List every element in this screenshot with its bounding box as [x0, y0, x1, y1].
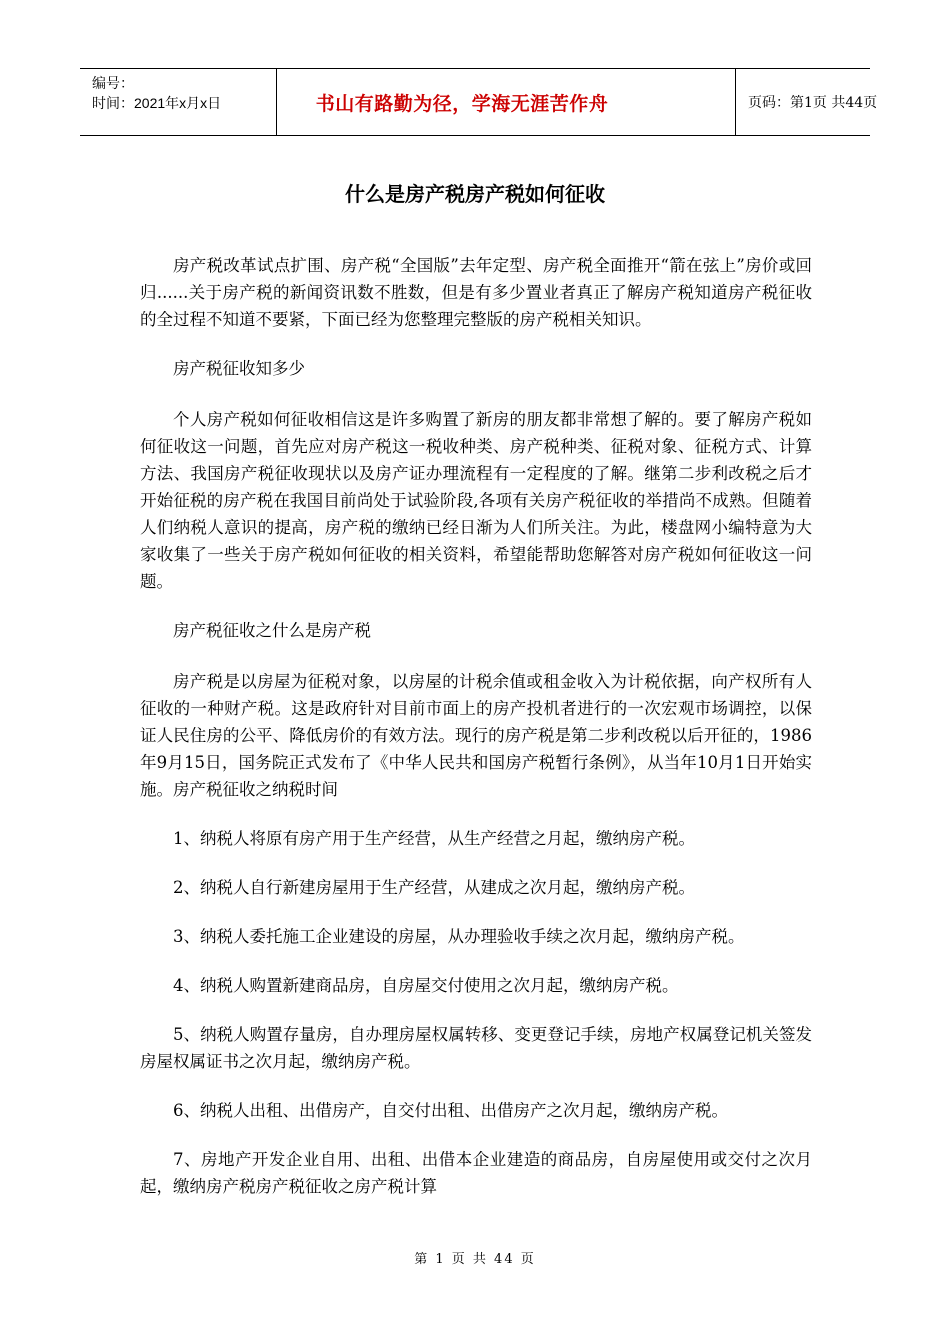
document-body: [140, 252, 812, 1222]
section-heading: 房产税征收知多少: [173, 359, 305, 378]
header-number: 编号：: [92, 75, 134, 91]
body-paragraph: 房产税是以房屋为征税对象，以房屋的计税余值或租金收入为计税依据，向产权所有人征收的一种财产税。这是政府针对目前市面上的房产投机者进行的一次宏观市场调控，以保证人民住房的公平、降低房价的有效方法。现行的房产税是第二步利改税以后开征的，1986年9月15日，国务院正式发布了《中华人民共和国房产税暂行条例》，从当年10月1日开始实施。房产税征收之纳税时间: [140, 672, 812, 799]
page-footer: 第 1 页 共 44 页: [414, 1252, 536, 1267]
section-heading: 房产税征收之什么是房产税: [173, 621, 371, 640]
header-motto: 书山有路勤为径，学海无涯苦作舟: [315, 92, 609, 115]
list-item: 6、纳税人出租、出借房产，自交付出租、出借房产之次月起，缴纳房产税。: [173, 1101, 728, 1120]
list-item: 2、纳税人自行新建房屋用于生产经营，从建成之次月起，缴纳房产税。: [173, 878, 695, 897]
list-item: 3、纳税人委托施工企业建设的房屋，从办理验收手续之次月起，缴纳房产税。: [173, 927, 745, 946]
list-item: 5、纳税人购置存量房，自办理房屋权属转移、变更登记手续，房地产权属登记机关签发房屋权属证书之次月起，缴纳房产税。: [140, 1025, 812, 1071]
list-item: 7、房地产开发企业自用、出租、出借本企业建造的商品房，自房屋使用或交付之次月起，缴纳房产税房产税征收之房产税计算: [140, 1150, 812, 1196]
list-item: 1、纳税人将原有房产用于生产经营，从生产经营之月起，缴纳房产税。: [173, 829, 695, 848]
header-page-info: 页码：第1页 共44页: [748, 95, 878, 111]
header-meta: [80, 69, 276, 135]
body-paragraph: 个人房产税如何征收相信这是许多购置了新房的朋友都非常想了解的。要了解房产税如何征收这一问题，首先应对房产税这一税收种类、房产税种类、征税对象、征税方式、计算方法、我国房产税征收现状以及房产证办理流程有一定程度的了解。继第二步利改税之后才开始征税的房产税在我国目前尚处于试验阶段,各项有关房产税征收的举措尚不成熟。但随着人们纳税人意识的提高，房产税的缴纳已经日渐为人们所关注。为此，楼盘网小编特意为大家收集了一些关于房产税如何征收的相关资料，希望能帮助您解答对房产税如何征收这一问题。: [140, 410, 812, 591]
header-time: 时间：2021年x月x日: [92, 95, 222, 111]
document-title: 什么是房产税房产税如何征收: [345, 182, 605, 206]
header-motto-cell: [276, 69, 736, 135]
list-item: 4、纳税人购置新建商品房，自房屋交付使用之次月起，缴纳房产税。: [173, 976, 679, 995]
intro-paragraph: 房产税改革试点扩围、房产税“全国版”去年定型、房产税全面推开“箭在弦上”房价或回归......关于房产税的新闻资讯数不胜数，但是有多少置业者真正了解房产税知道房产税征收的全过程不知道不要紧，下面已经为您整理完整版的房产税相关知识。: [140, 256, 812, 329]
document-header: [80, 68, 878, 136]
